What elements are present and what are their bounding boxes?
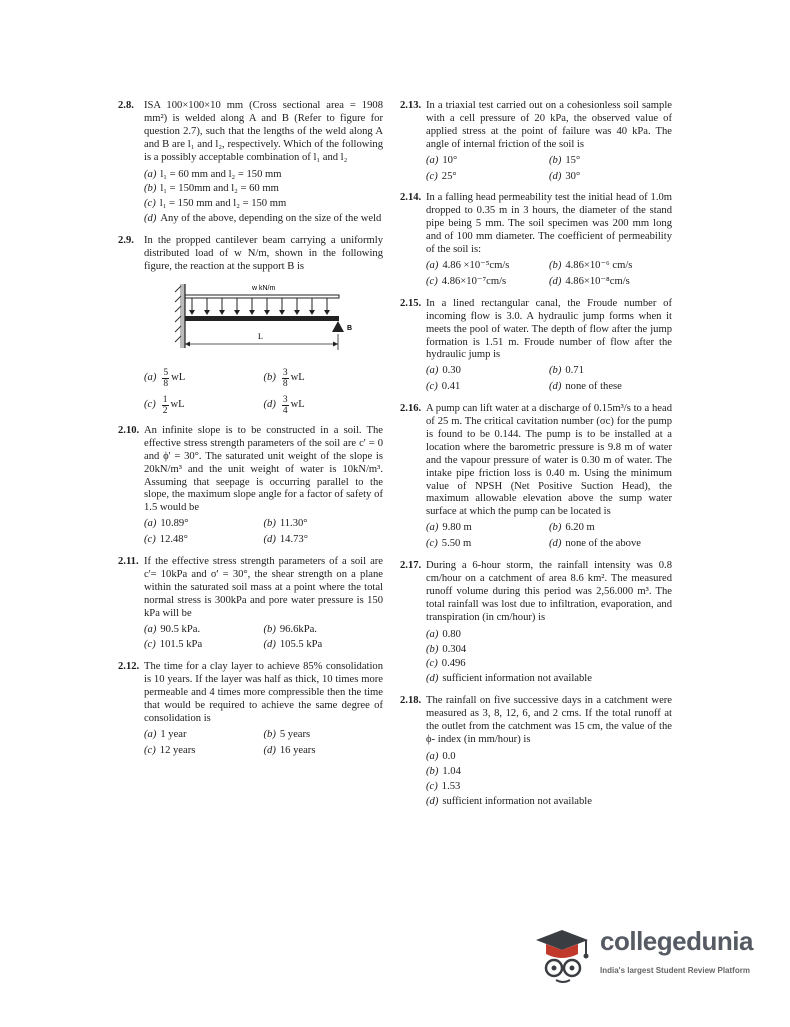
fixed-support-hatch [175, 284, 185, 348]
option-c: (c) 4.86×10⁻⁷cm/s [426, 275, 507, 287]
udl-arrows [192, 298, 327, 312]
option-c: (c) l₁ = 150 mm and l₂ = 150 mm [144, 198, 287, 210]
question-stem: The rainfall on five successive days in a catchment were measured as 3, 8, 12, 6, and 2 cms. If the total runoff at the outlet from the catchment was 15 cm, the value of the ϕ- index (in mm/hour) is [426, 695, 672, 745]
option-d: (d) 105.5 kPa [263, 639, 323, 651]
question-number: 2.14. [400, 192, 422, 204]
option-c: (c) $\frac{1}{2}$ wL [144, 394, 185, 416]
question-stem: The time for a clay layer to achieve 85% consolidation is 10 years. If the layer was half as thick, 10 times more permeable and 4 times more compressible then the time that would be required to achieve the same degree of consolidation is [144, 661, 383, 724]
beam-diagram [144, 278, 384, 362]
question-number: 2.13. [400, 100, 422, 111]
option-a: (a) 9.80 m [426, 522, 472, 534]
question-stem: ISA 100×100×10 mm (Cross sectional area = 1908 mm²) is welded along A and B (Refer to figure for question 2.7), such that the lengths of the weld along A and B are l₁ and l₂, respectively. Which of the following is a possibly acceptable combination of l₁ and l₂ [144, 100, 383, 163]
beam [185, 316, 339, 321]
option-a: (a) 10° [426, 154, 458, 166]
question-2-16 [400, 403, 672, 551]
question-2-17 [400, 560, 672, 686]
question-2-15 [400, 298, 672, 394]
option-b: (b) 6.20 m [549, 522, 595, 534]
support-label: B [347, 324, 353, 332]
option-c: (c) 5.50 m [426, 538, 472, 550]
logo-wordmark: collegedunia [600, 926, 753, 956]
question-number: 2.9. [118, 235, 134, 247]
question-stem: In a lined rectangular canal, the Froude number of incoming flow is 3.0. A hydraulic jump forms when it meets the pool of water. The depth of flow after the jump formation is 1.51 m. Froude number of flow after the hydraulic jump is [426, 297, 672, 361]
option-a: (a) 4.86 ×10⁻⁵cm/s [426, 259, 510, 271]
option-d: (d) 14.73° [263, 534, 308, 546]
question-stem: In the propped cantilever beam carrying a uniformly distributed load of w N/m, shown in the following figure, the reaction at the support B is [144, 235, 383, 272]
option-b: (b) 1.04 [426, 765, 461, 777]
option-b: (b) 5 years [263, 728, 311, 740]
question-number: 2.18. [400, 695, 422, 707]
option-d: (d) 30° [549, 170, 581, 182]
option-b: (b) l₁ = 150mm and l₂ = 60 mm [144, 183, 279, 195]
option-a: (a) 0.80 [426, 628, 461, 640]
option-d: (d) 16 years [263, 744, 316, 756]
option-d: (d) none of these [549, 381, 622, 393]
option-a: (a) $\frac{5}{8}$ wL [144, 367, 186, 389]
question-2-13 [400, 100, 672, 183]
option-a: (a) 0.0 [426, 750, 456, 762]
option-c: (c) 12 years [144, 744, 196, 756]
option-c: (c) 0.41 [426, 381, 461, 393]
option-c: (c) 101.5 kPa [144, 639, 203, 651]
option-c: (c) 1.53 [426, 780, 461, 792]
option-d: (d) Any of the above, depending on the size of the weld [144, 213, 382, 225]
question-2-9 [118, 235, 383, 416]
question-stem: If the effective stress strength parameters of a soil are c'= 10kPa and σ' = 30°, the shear strength on a plane within the saturated soil mass at a point where the total normal stress is 300kPa and pore water pressure is 150 kPa will be [144, 556, 383, 619]
option-b: (b) 11.30° [263, 518, 308, 530]
question-2-14 [400, 192, 672, 288]
left-column [118, 100, 383, 767]
question-2-11 [118, 556, 383, 652]
option-a: (a) 90.5 kPa. [144, 623, 201, 635]
option-d: (d) 4.86×10⁻⁸cm/s [549, 275, 630, 287]
option-c: (c) 12.48° [144, 534, 188, 546]
option-c: (c) 0.496 [426, 658, 466, 670]
logo-tagline: India's largest Student Review Platform [600, 966, 750, 975]
load-label: w kN/m [252, 284, 276, 292]
option-d: (d) sufficient information not available [426, 795, 592, 807]
option-b: (b) 96.6kPa. [263, 623, 317, 635]
question-number: 2.12. [118, 661, 140, 673]
prop-support [332, 321, 344, 332]
option-a: (a) 10.89° [144, 518, 189, 530]
span-label: L [258, 331, 263, 341]
collegedunia-logo[interactable] [528, 922, 768, 988]
option-a: (a) 1 year [144, 728, 187, 740]
option-b: (b) 0.304 [426, 643, 467, 655]
option-a: (a) l₁ = 60 mm and l₂ = 150 mm [144, 168, 282, 180]
question-2-8 [118, 100, 383, 226]
option-c: (c) 25° [426, 170, 457, 182]
question-2-10 [118, 425, 383, 547]
question-number: 2.10. [118, 424, 140, 436]
question-number: 2.16. [400, 403, 422, 415]
question-number: 2.15. [400, 297, 422, 309]
option-b: (b) 15° [549, 154, 581, 166]
option-b: (b) 4.86×10⁻⁶ cm/s [549, 259, 633, 271]
option-d: (d) sufficient information not available [426, 673, 592, 685]
question-2-18 [400, 695, 672, 808]
option-b: (b) $\frac{3}{8}$ wL [263, 367, 305, 389]
question-number: 2.11. [118, 556, 139, 568]
question-stem: During a 6-hour storm, the rainfall intensity was 0.8 cm/hour on a catchment of area 8.6 km². The measured runoff volume during this period was 2,56.000 m³. The total rainfall was lost due to infiltration, evaporation, and transpiration (in cm/hour) is [426, 560, 672, 623]
question-stem: In a triaxial test carried out on a cohesionless soil sample with a cell pressure of 20 kPa, the observed value of applied stress at the point of failure was 40 kPa. The angle of internal friction of the soil is [426, 100, 672, 150]
question-stem: In a falling head permeability test the initial head of 1.0m dropped to 0.35 m in 3 hours, the diameter of the stand pipe being 5 mm. The soil specimen was 200 mm long and of 100 mm diameter. The coefficient of permeability of the soil is: [426, 192, 672, 256]
right-column [400, 100, 672, 818]
option-d: (d) $\frac{3}{4}$ wL [263, 394, 305, 416]
question-number: 2.8. [118, 100, 134, 111]
option-d: (d) none of the above [549, 538, 641, 550]
option-b: (b) 0.71 [549, 365, 584, 377]
propped-cantilever-figure [144, 278, 383, 362]
question-stem: An infinite slope is to be constructed in a soil. The effective stress strength parameters of the soil are c' = 0 and ϕ' = 30°. The saturated unit weight of the slope is 20kN/m³ and the unit weight of water is 10kN/m³. Assuming that seepage is occurring parallel to the slope, the maximum slope angle for a factor of safety of 1.5 would be [144, 424, 383, 514]
question-2-12 [118, 661, 383, 757]
question-stem: A pump can lift water at a discharge of 0.15m³/s to a head of 25 m. The critical cavitation number (σc) for the pump is found to be 0.144. The pump is to be installed at a location where the barometric pressure is 9.8 m of water and the vapour pressure of water is 0.30 m of water. The intake pipe friction loss is 0.40 m. Using the minimum value of NPSH (Net Positive Suction Head), the maximum allowable elevation above the sump water surface at which the pump can be located is [426, 403, 672, 518]
graduate-mascot-icon [528, 922, 594, 988]
option-a: (a) 0.30 [426, 365, 461, 377]
question-number: 2.17. [400, 560, 422, 572]
